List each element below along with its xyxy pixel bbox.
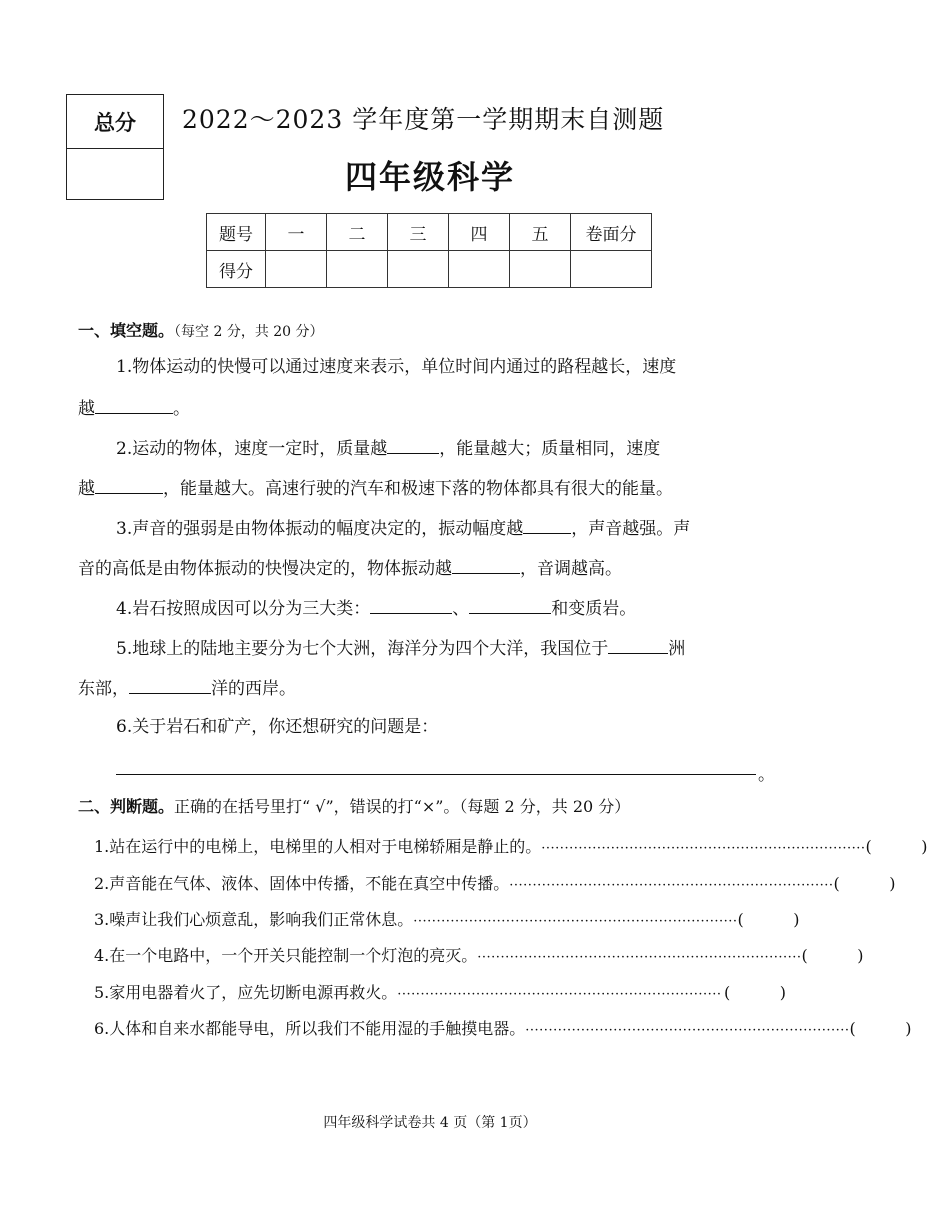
score-table-cell: 三 (388, 214, 449, 251)
score-table-cell: 一 (266, 214, 327, 251)
judge-text: 3.噪声让我们心烦意乱，影响我们正常休息。 (94, 910, 414, 929)
judge-text: 2.声音能在气体、液体、固体中传播，不能在真空中传播。 (94, 874, 510, 893)
judge-item (94, 943, 864, 966)
question-text: 东部， (78, 679, 129, 699)
answer-blank (129, 676, 211, 694)
judge-item (94, 980, 786, 1003)
leader-dots: ······································································ (509, 878, 834, 893)
score-table-cell: 卷面分 (571, 214, 652, 251)
question-text: ，能量越大。高速行驶的汽车和极速下落的物体都具有很大的能量。 (163, 479, 673, 499)
question-1-line-2 (78, 396, 190, 420)
section2-heading (78, 794, 630, 817)
bracket-open: ( (724, 983, 731, 1002)
section1-title: 一、填空题。 (78, 321, 175, 340)
exam-title: 2022～2023 学年度第一学期期末自测题 (182, 105, 665, 134)
answer-brackets (850, 1019, 912, 1038)
question-3-line-1 (116, 516, 690, 540)
question-text: 洲 (668, 639, 686, 659)
score-table (206, 213, 652, 288)
answer-blank (387, 436, 439, 454)
question-text: 洋的西岸。 (211, 679, 296, 699)
score-table-cell: 五 (510, 214, 571, 251)
answer-line (116, 773, 756, 775)
answer-brackets (738, 910, 800, 929)
bracket-close: ) (921, 837, 928, 856)
answer-blank (452, 556, 520, 574)
bracket-open: ( (737, 910, 744, 929)
answer-blank (95, 476, 163, 494)
judge-text: 4.在一个电路中，一个开关只能控制一个灯泡的亮灭。 (94, 946, 478, 965)
bracket-open: ( (801, 946, 808, 965)
question-1-line-1: 1.物体运动的快慢可以通过速度来表示，单位时间内通过的路程越长，速度 (116, 357, 677, 377)
page-footer: 四年级科学试卷共 4 页（第 1页） (323, 1115, 537, 1131)
answer-blank (523, 516, 571, 534)
leader-dots: ······································································ (525, 1023, 850, 1038)
question-2-line-1 (116, 436, 660, 460)
score-entry-cell (449, 251, 510, 288)
judge-text: 5.家用电器着火了，应先切断电源再救火。 (94, 983, 398, 1002)
question-text: 3.声音的强弱是由物体振动的幅度决定的，振动幅度越 (116, 519, 524, 539)
question-text: 4.岩石按照成因可以分为三大类： (116, 599, 371, 619)
score-table-header-row (207, 214, 652, 251)
judge-text: 1.站在运行中的电梯上，电梯里的人相对于电梯轿厢是静止的。 (94, 837, 542, 856)
question-text: 2.运动的物体，速度一定时，质量越 (116, 439, 388, 459)
answer-brackets (802, 946, 864, 965)
bracket-open: ( (849, 1019, 856, 1038)
question-3-line-2 (78, 556, 622, 580)
judge-item (94, 907, 800, 930)
leader-dots: ······································································ (477, 950, 802, 965)
judge-item (94, 871, 896, 894)
score-table-cell: 四 (449, 214, 510, 251)
bracket-close: ) (889, 874, 896, 893)
score-table-score-row (207, 251, 652, 288)
section2-instruction: 正确的在括号里打“ √”，错误的打“×”。（每题 2 分，共 20 分） (174, 797, 631, 816)
answer-brackets (866, 837, 928, 856)
score-entry-cell (327, 251, 388, 288)
question-text: 音的高低是由物体振动的快慢决定的，物体振动越 (78, 559, 452, 579)
score-entry-cell (388, 251, 449, 288)
question-5-line-1 (116, 636, 685, 660)
score-entry-cell (266, 251, 327, 288)
leader-dots: ······································································ (397, 987, 722, 1002)
question-text: 、 (452, 599, 470, 619)
question-text: ，声音越强。声 (571, 519, 691, 539)
bracket-close: ) (793, 910, 800, 929)
question-text: 5.地球上的陆地主要分为七个大洲，海洋分为四个大洋，我国位于 (116, 639, 609, 659)
answer-blank (469, 596, 551, 614)
bracket-close: ) (779, 983, 786, 1002)
question-2-line-2 (78, 476, 673, 500)
question-text: 越 (78, 479, 95, 499)
question-6: 6.关于岩石和矿产，你还想研究的问题是： (116, 717, 439, 737)
subject-title: 四年级科学 (344, 158, 515, 196)
question-text: 。 (173, 399, 190, 419)
answer-blank (370, 596, 452, 614)
section1-heading (78, 318, 324, 341)
bracket-open: ( (833, 874, 840, 893)
section1-note: （每空 2 分，共 20 分） (174, 324, 324, 340)
question-text: 和变质岩。 (551, 599, 637, 619)
answer-brackets (724, 983, 786, 1002)
score-table-cell: 得分 (207, 251, 266, 288)
question-5-line-2 (78, 676, 296, 700)
score-entry-cell (510, 251, 571, 288)
section2-title: 二、判断题。 (78, 797, 175, 816)
bracket-close: ) (857, 946, 864, 965)
question-4 (116, 596, 636, 620)
answer-brackets (834, 874, 896, 893)
bracket-close: ) (905, 1019, 912, 1038)
answer-line-end: 。 (758, 765, 775, 785)
score-table-cell: 题号 (207, 214, 266, 251)
score-table-cell: 二 (327, 214, 388, 251)
judge-item (94, 1016, 912, 1039)
question-text: 越 (78, 399, 95, 419)
judge-text: 6.人体和自来水都能导电，所以我们不能用湿的手触摸电器。 (94, 1019, 526, 1038)
score-entry-cell (571, 251, 652, 288)
total-score-label: 总分 (67, 95, 163, 149)
bracket-open: ( (865, 837, 872, 856)
question-text: ，能量越大；质量相同，速度 (439, 439, 661, 459)
judge-item (94, 834, 928, 857)
leader-dots: ······································································ (541, 841, 866, 856)
answer-blank (608, 636, 668, 654)
answer-blank (95, 396, 173, 414)
question-text: ，音调越高。 (520, 559, 622, 579)
leader-dots: ······································································ (413, 914, 738, 929)
